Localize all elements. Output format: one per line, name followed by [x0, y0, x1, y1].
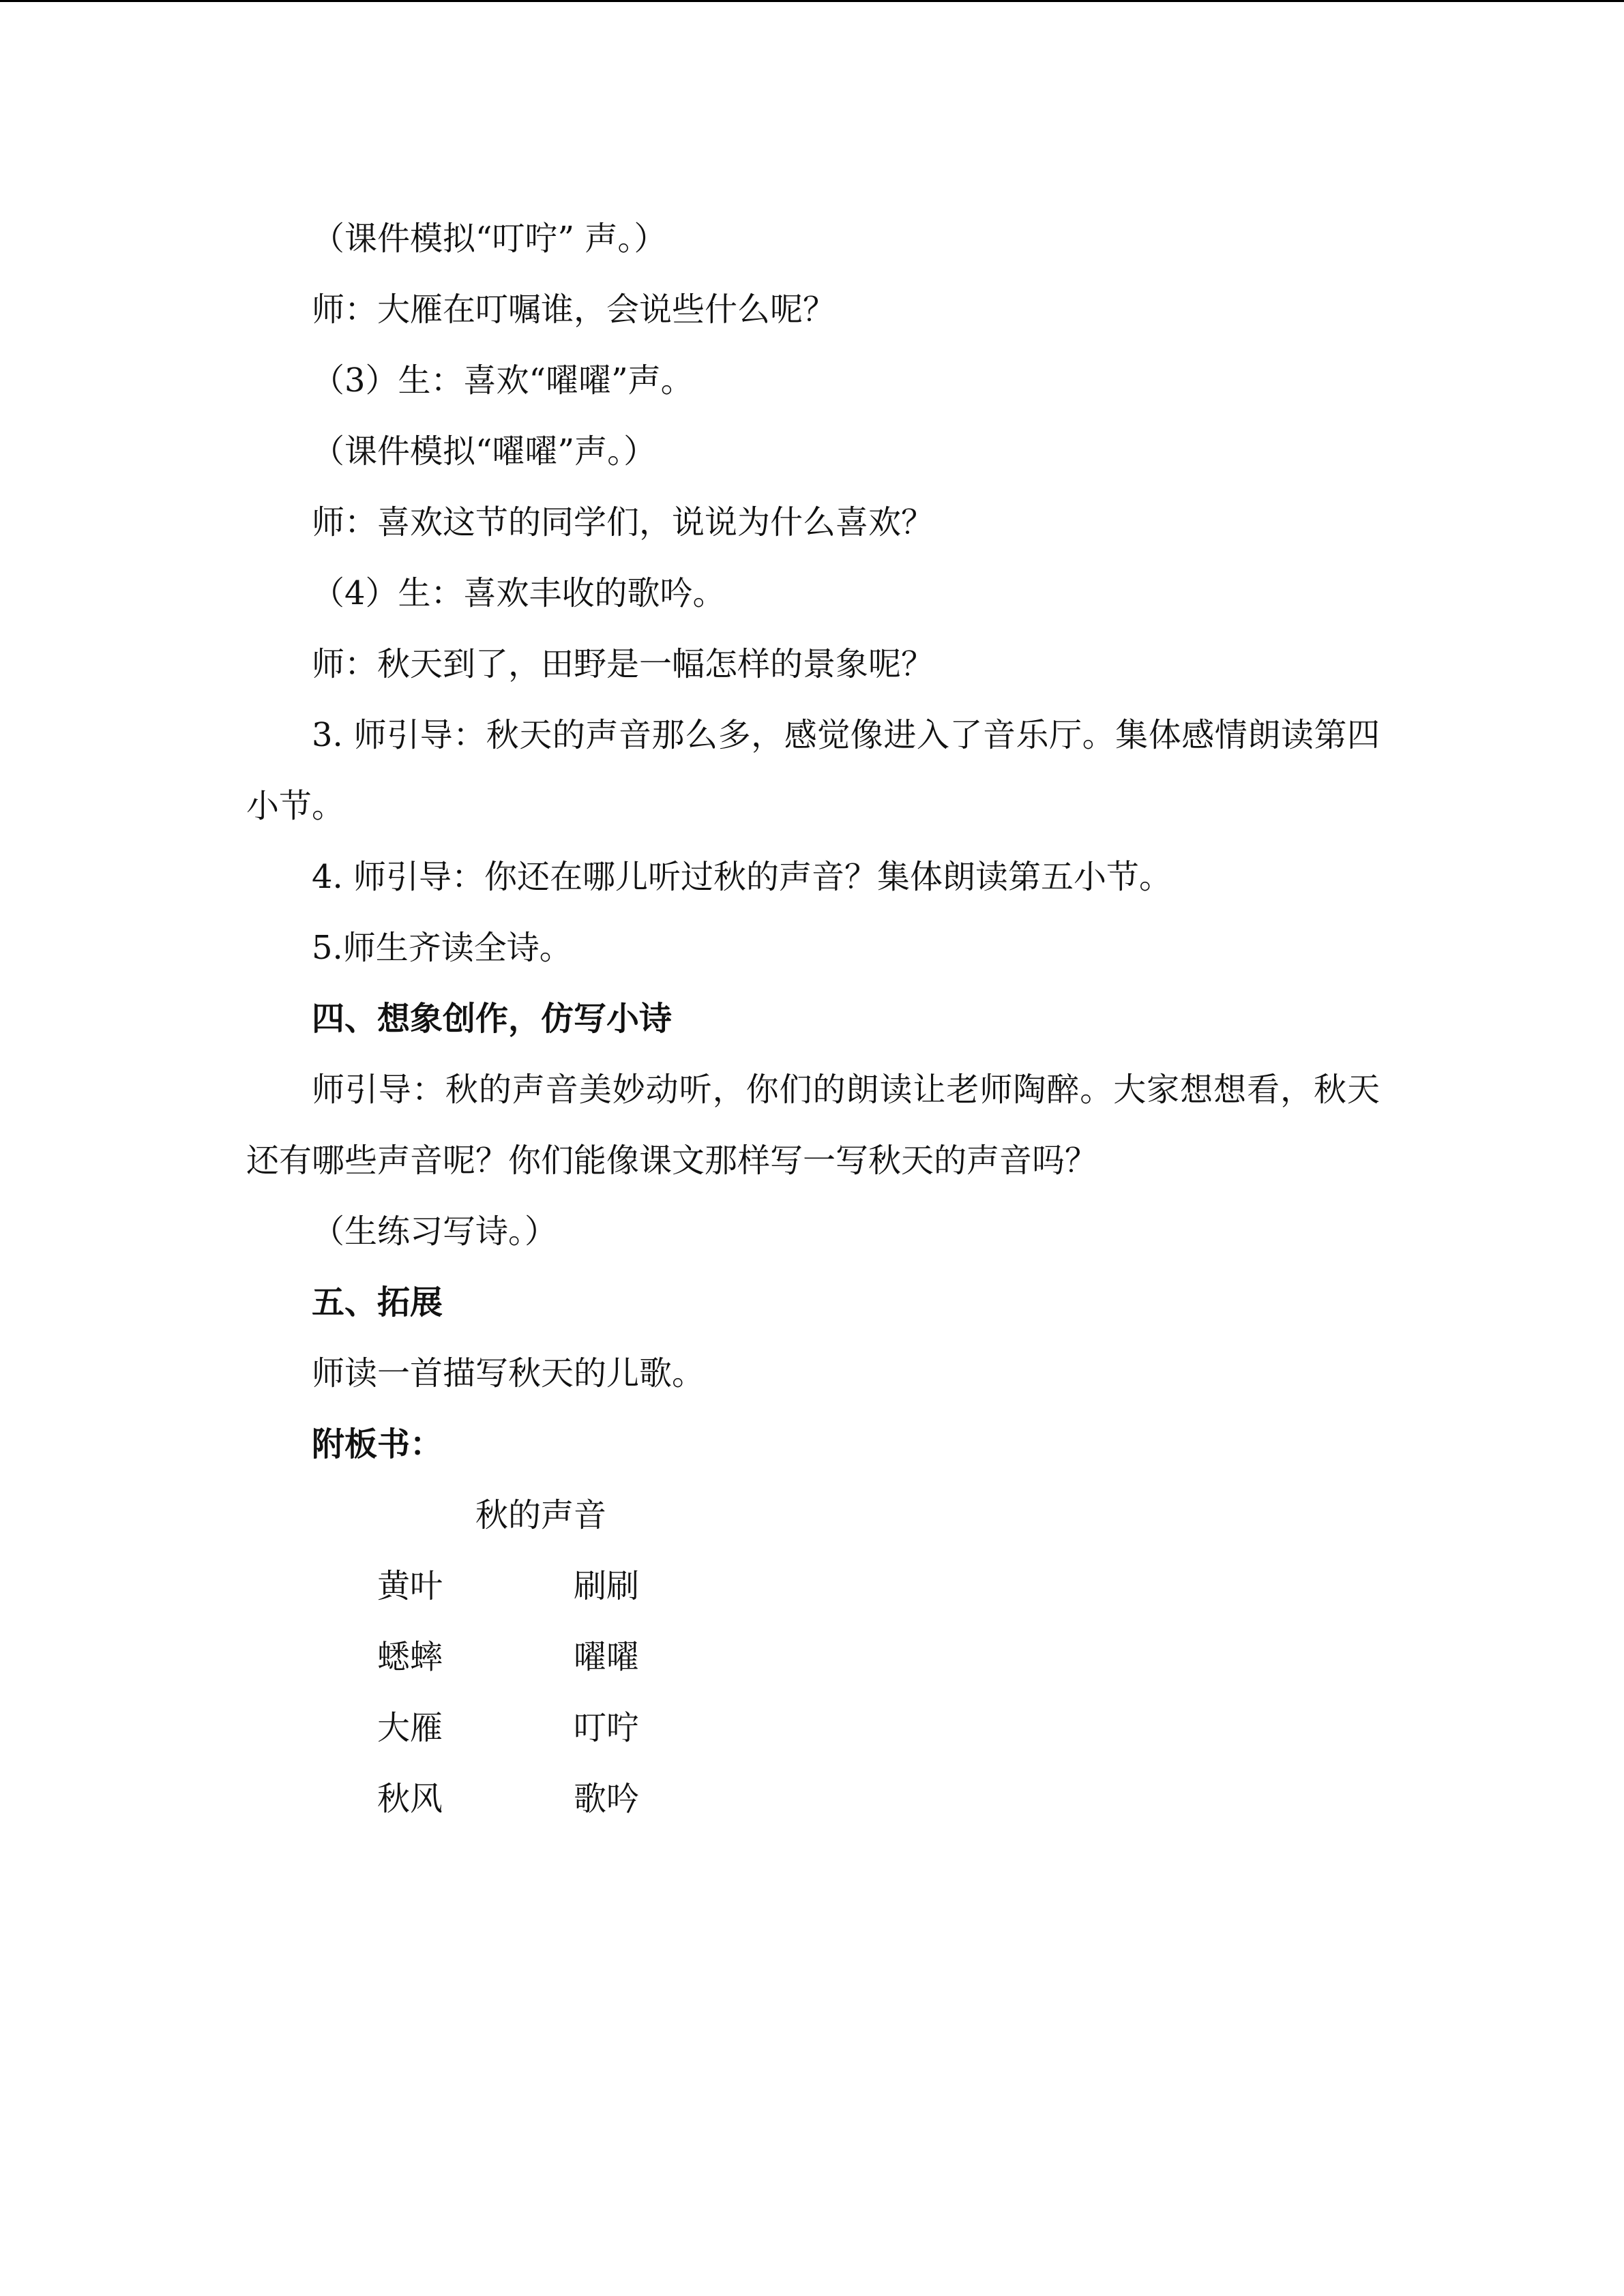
step-4: 4. 师引导：你还在哪儿听过秋的声音？集体朗读第五小节。	[312, 858, 1172, 896]
board-sound: 叮咛	[574, 1709, 640, 1747]
board-sound: 歌吟	[574, 1780, 640, 1818]
courseware-note: （课件模拟“嚁嚁”声。）	[312, 432, 657, 471]
step-5: 5.师生齐读全诗。	[312, 929, 572, 967]
teacher-question: 师：秋天到了，田野是一幅怎样的景象呢？	[312, 645, 934, 683]
board-thing: 秋风	[377, 1780, 443, 1818]
guide-line-2: 还有哪些声音呢？你们能像课文那样写一写秋天的声音吗？	[246, 1142, 1098, 1180]
board-sound: 嚁嚁	[574, 1638, 640, 1676]
board-thing: 蟋蟀	[377, 1638, 443, 1676]
board-row	[246, 1693, 1380, 1763]
board-thing: 大雁	[377, 1709, 443, 1747]
step-3-line-2: 小节。	[246, 787, 345, 825]
board-sound: 刷刷	[574, 1567, 640, 1605]
guide-line-1: 师引导：秋的声音美妙动听，你们的朗读让老师陶醉。大家想想看，秋天	[312, 1071, 1380, 1109]
section-heading-5: 五、拓展	[312, 1283, 443, 1322]
teacher-question: 师：喜欢这节的同学们，说说为什么喜欢？	[312, 503, 934, 541]
practice-note: （生练习写诗。）	[312, 1212, 558, 1251]
page-top-rule	[0, 0, 1624, 2]
step-3-line-1: 3. 师引导：秋天的声音那么多，感觉像进入了音乐厅。集体感情朗读第四	[312, 716, 1380, 754]
board-thing: 黄叶	[377, 1567, 443, 1605]
board-row	[246, 1551, 1380, 1622]
board-title-row	[246, 1480, 1380, 1551]
board-row	[246, 1763, 1380, 1834]
section-heading-4: 四、想象创作，仿写小诗	[312, 1000, 673, 1038]
board-title: 秋的声音	[475, 1496, 607, 1534]
board-heading: 附板书：	[312, 1425, 443, 1463]
student-answer: （4）生：喜欢丰收的歌吟。	[312, 574, 726, 612]
courseware-note: （课件模拟“叮咛” 声。）	[312, 220, 667, 258]
board-row	[246, 1622, 1380, 1693]
student-answer: （3）生：喜欢“嚁嚁”声。	[312, 361, 694, 400]
teacher-question: 师：大雁在叮嘱谁，会说些什么呢？	[312, 290, 836, 329]
document-body	[246, 203, 1380, 1834]
extension-text: 师读一首描写秋天的儿歌。	[312, 1354, 705, 1392]
